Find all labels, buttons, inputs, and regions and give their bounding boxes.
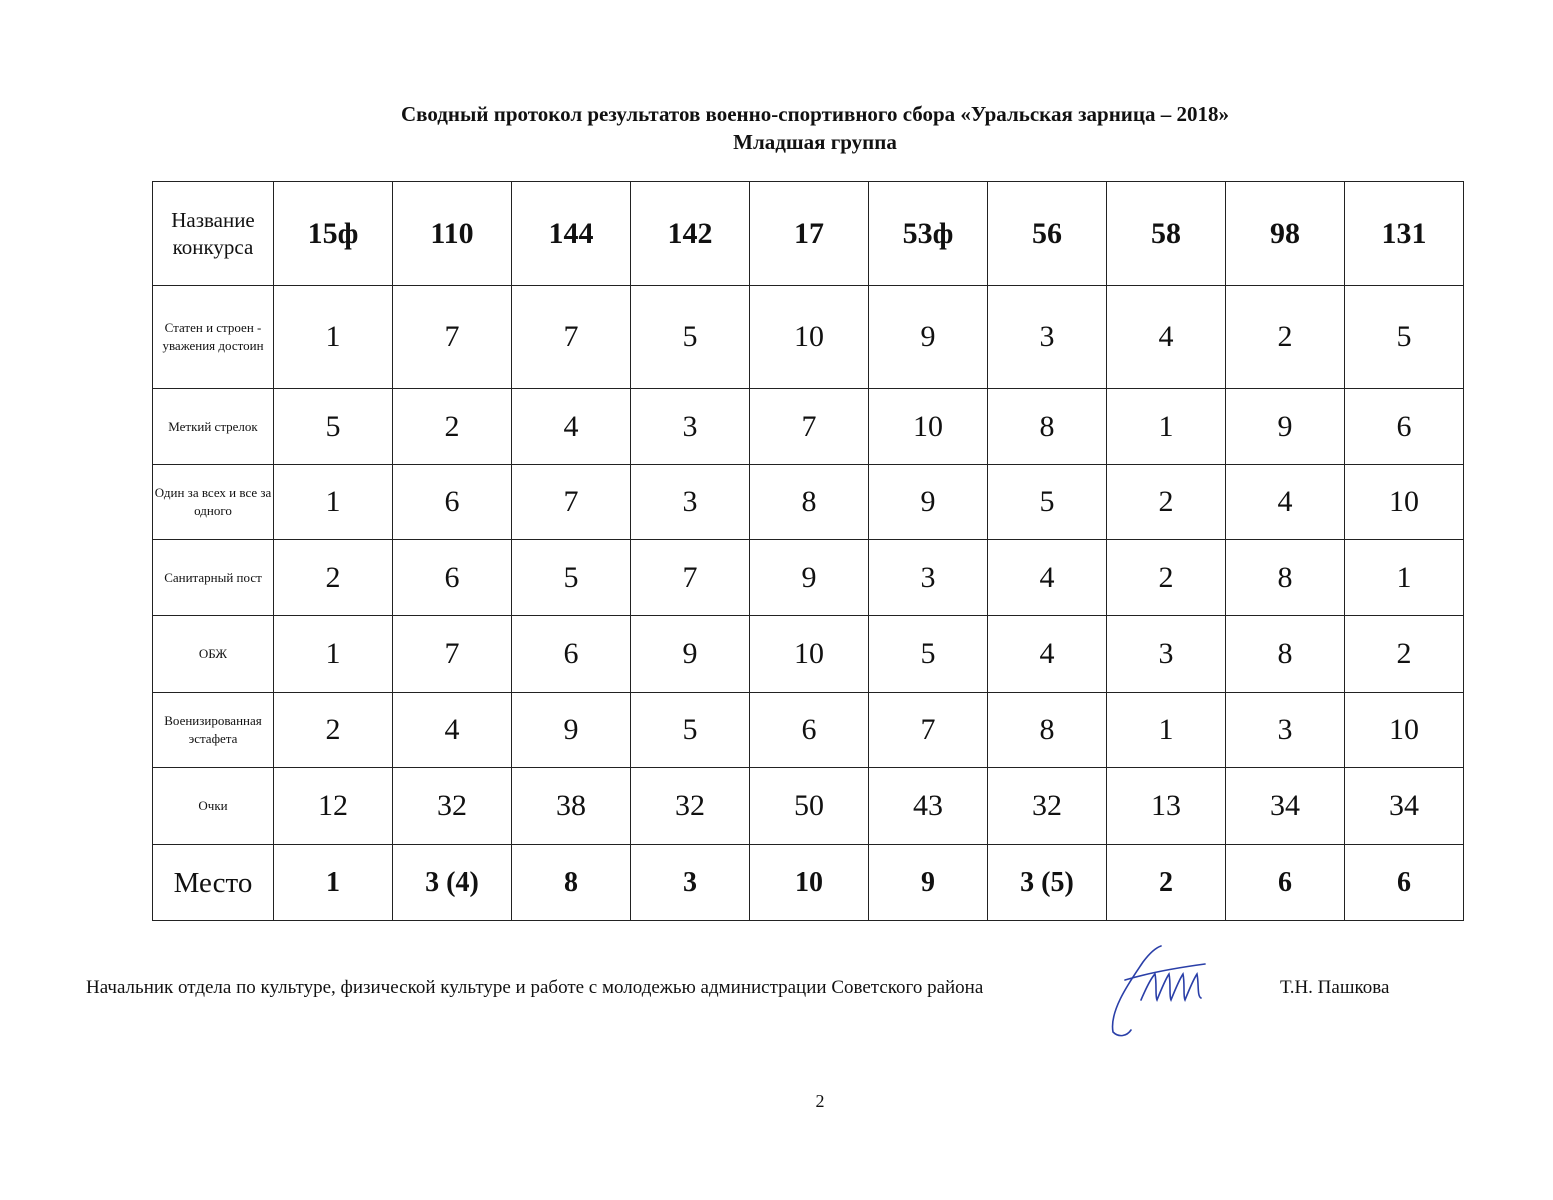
table-row [153, 465, 1464, 540]
table-row [153, 693, 1464, 768]
place-cell: 3 [631, 845, 750, 921]
score-cell: 8 [988, 389, 1107, 465]
score-cell: 8 [750, 465, 869, 540]
team-header: 110 [393, 182, 512, 286]
score-cell: 5 [869, 616, 988, 693]
team-header: 56 [988, 182, 1107, 286]
points-cell: 38 [512, 768, 631, 845]
team-header: 131 [1345, 182, 1464, 286]
document-title [0, 100, 1553, 156]
points-cell: 34 [1226, 768, 1345, 845]
score-cell: 10 [1345, 465, 1464, 540]
score-cell: 4 [1226, 465, 1345, 540]
score-cell: 9 [1226, 389, 1345, 465]
score-cell: 6 [1345, 389, 1464, 465]
score-cell: 10 [750, 286, 869, 389]
table-row [153, 286, 1464, 389]
score-cell: 9 [869, 465, 988, 540]
score-cell: 3 [988, 286, 1107, 389]
score-cell: 5 [512, 540, 631, 616]
score-cell: 9 [750, 540, 869, 616]
row-label: Военизированная эстафета [153, 693, 274, 768]
place-cell: 9 [869, 845, 988, 921]
score-cell: 1 [274, 286, 393, 389]
score-cell: 3 [631, 389, 750, 465]
score-cell: 7 [512, 465, 631, 540]
score-cell: 1 [274, 465, 393, 540]
score-cell: 6 [512, 616, 631, 693]
place-label: Место [153, 845, 274, 921]
row-label: Один за всех и все за одного [153, 465, 274, 540]
points-cell: 32 [393, 768, 512, 845]
place-cell: 3 (4) [393, 845, 512, 921]
score-cell: 6 [393, 465, 512, 540]
place-cell: 6 [1226, 845, 1345, 921]
points-cell: 50 [750, 768, 869, 845]
team-header: 144 [512, 182, 631, 286]
score-cell: 4 [988, 616, 1107, 693]
place-cell: 8 [512, 845, 631, 921]
score-cell: 10 [869, 389, 988, 465]
score-cell: 7 [869, 693, 988, 768]
signer-name: Т.Н. Пашкова [1280, 977, 1390, 998]
score-cell: 2 [274, 693, 393, 768]
signatory-position: Начальник отдела по культуре, физической культуре и работе с молодежью администрации Советского района [86, 977, 984, 998]
header-label-cell: Название конкурса [153, 182, 274, 286]
place-cell: 6 [1345, 845, 1464, 921]
results-table [152, 181, 1464, 921]
points-cell: 12 [274, 768, 393, 845]
header-row [153, 182, 1464, 286]
score-cell: 7 [393, 616, 512, 693]
place-cell: 3 (5) [988, 845, 1107, 921]
row-label: Очки [153, 768, 274, 845]
score-cell: 1 [1107, 693, 1226, 768]
score-cell: 3 [1107, 616, 1226, 693]
score-cell: 7 [393, 286, 512, 389]
score-cell: 3 [631, 465, 750, 540]
score-cell: 7 [512, 286, 631, 389]
score-cell: 8 [1226, 540, 1345, 616]
score-cell: 8 [988, 693, 1107, 768]
points-cell: 32 [631, 768, 750, 845]
score-cell: 7 [631, 540, 750, 616]
team-header: 98 [1226, 182, 1345, 286]
score-cell: 6 [750, 693, 869, 768]
score-cell: 2 [1345, 616, 1464, 693]
table-row [153, 389, 1464, 465]
score-cell: 9 [631, 616, 750, 693]
handwritten-signature [1105, 940, 1225, 1040]
score-cell: 4 [1107, 286, 1226, 389]
score-cell: 3 [1226, 693, 1345, 768]
score-cell: 9 [869, 286, 988, 389]
team-header: 142 [631, 182, 750, 286]
points-row [153, 768, 1464, 845]
place-cell: 2 [1107, 845, 1226, 921]
score-cell: 5 [631, 286, 750, 389]
score-cell: 3 [869, 540, 988, 616]
team-header: 17 [750, 182, 869, 286]
team-header: 15ф [274, 182, 393, 286]
score-cell: 1 [1345, 540, 1464, 616]
points-cell: 43 [869, 768, 988, 845]
score-cell: 10 [1345, 693, 1464, 768]
score-cell: 5 [631, 693, 750, 768]
title-line-2: Младшая группа [733, 130, 897, 154]
score-cell: 4 [393, 693, 512, 768]
place-cell: 1 [274, 845, 393, 921]
score-cell: 10 [750, 616, 869, 693]
score-cell: 2 [274, 540, 393, 616]
score-cell: 1 [274, 616, 393, 693]
row-label: ОБЖ [153, 616, 274, 693]
score-cell: 5 [1345, 286, 1464, 389]
score-cell: 2 [1107, 540, 1226, 616]
team-header: 58 [1107, 182, 1226, 286]
score-cell: 6 [393, 540, 512, 616]
score-cell: 4 [512, 389, 631, 465]
points-cell: 34 [1345, 768, 1464, 845]
page-number: 2 [815, 1091, 825, 1111]
title-line-1: Сводный протокол результатов военно-спортивного сбора «Уральская зарница – 2018» [401, 102, 1229, 126]
score-cell: 4 [988, 540, 1107, 616]
score-cell: 2 [393, 389, 512, 465]
row-label: Статен и строен - уважения достоин [153, 286, 274, 389]
score-cell: 8 [1226, 616, 1345, 693]
table-row [153, 540, 1464, 616]
team-header: 53ф [869, 182, 988, 286]
score-cell: 2 [1226, 286, 1345, 389]
points-cell: 13 [1107, 768, 1226, 845]
points-cell: 32 [988, 768, 1107, 845]
table-row [153, 616, 1464, 693]
score-cell: 9 [512, 693, 631, 768]
score-cell: 2 [1107, 465, 1226, 540]
score-cell: 7 [750, 389, 869, 465]
place-cell: 10 [750, 845, 869, 921]
place-row [153, 845, 1464, 921]
score-cell: 5 [274, 389, 393, 465]
score-cell: 5 [988, 465, 1107, 540]
score-cell: 1 [1107, 389, 1226, 465]
row-label: Меткий стрелок [153, 389, 274, 465]
row-label: Санитарный пост [153, 540, 274, 616]
